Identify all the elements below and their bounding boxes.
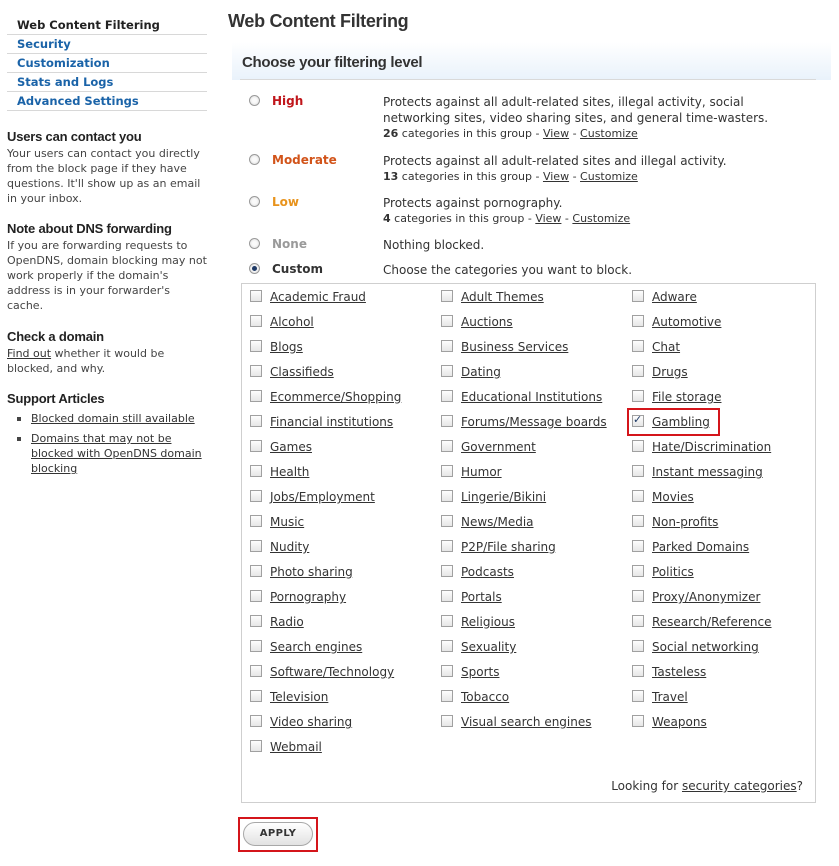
- level-name[interactable]: None: [272, 237, 307, 251]
- category-label[interactable]: Podcasts: [461, 565, 514, 579]
- checkbox-movies[interactable]: [632, 490, 644, 502]
- level-description: [383, 262, 803, 278]
- category-label[interactable]: Portals: [461, 590, 502, 604]
- level-name[interactable]: Low: [272, 195, 299, 209]
- level-description: [383, 195, 803, 227]
- category-label[interactable]: Tobacco: [461, 690, 510, 704]
- list-item: [7, 411, 207, 426]
- view-link[interactable]: View: [542, 127, 570, 140]
- checkbox-automotive[interactable]: [632, 315, 644, 327]
- level-name[interactable]: Moderate: [272, 153, 337, 167]
- checkbox-visual-search-engines[interactable]: [441, 715, 453, 727]
- customize-link[interactable]: Customize: [580, 170, 638, 183]
- dns-text: If you are forwarding requests to OpenDNS, domain blocking may not work properly if the domain's address is in your forwarder's cache.: [7, 239, 207, 312]
- category-label[interactable]: File storage: [652, 390, 722, 404]
- category-label[interactable]: Games: [270, 440, 312, 454]
- radio-low[interactable]: [249, 196, 260, 207]
- category-label[interactable]: Classifieds: [270, 365, 334, 379]
- level-description: [383, 153, 803, 185]
- meta-separator: -: [561, 212, 573, 225]
- category-label[interactable]: Jobs/Employment: [270, 490, 375, 504]
- looking-suffix: ?: [796, 779, 803, 793]
- category-label[interactable]: Non-profits: [652, 515, 719, 529]
- checkbox-classifieds[interactable]: [250, 365, 262, 377]
- looking-prefix: Looking for: [611, 779, 682, 793]
- checkbox-educational-institutions[interactable]: [441, 390, 453, 402]
- security-categories-hint: [611, 779, 803, 793]
- checkbox-blogs[interactable]: [250, 340, 262, 352]
- meta-text: categories in this group -: [398, 170, 543, 183]
- contact-text: Your users can contact you directly from the block page if they have questions. It'll show up as an email in your inbox.: [7, 147, 201, 205]
- checkbox-sexuality[interactable]: [441, 640, 453, 652]
- checkbox-music[interactable]: [250, 515, 262, 527]
- gambling-highlight: [627, 408, 720, 436]
- radio-custom[interactable]: [249, 263, 260, 274]
- support-link-domains-not-blocked[interactable]: Domains that may not be blocked with OpenDNS domain blocking: [31, 432, 202, 475]
- meta-text: categories in this group -: [398, 127, 543, 140]
- support-heading: Support Articles: [7, 391, 105, 406]
- category-count: 26: [383, 127, 399, 140]
- category-label[interactable]: P2P/File sharing: [461, 540, 556, 554]
- checkbox-pornography[interactable]: [250, 590, 262, 602]
- category-label[interactable]: Webmail: [270, 740, 322, 754]
- checkbox-academic-fraud[interactable]: [250, 290, 262, 302]
- checkbox-drugs[interactable]: [632, 365, 644, 377]
- category-label[interactable]: Politics: [652, 565, 694, 579]
- panel-title: Choose your filtering level: [242, 54, 423, 71]
- customize-link[interactable]: Customize: [580, 127, 638, 140]
- category-label[interactable]: Hate/Discrimination: [652, 440, 772, 454]
- category-label[interactable]: Alcohol: [270, 315, 314, 329]
- category-label[interactable]: Pornography: [270, 590, 347, 604]
- checkbox-photo-sharing[interactable]: [250, 565, 262, 577]
- category-label[interactable]: Travel: [652, 690, 688, 704]
- level-description-text: Protects against pornography.: [383, 196, 563, 210]
- category-label[interactable]: Radio: [270, 615, 304, 629]
- category-label[interactable]: Sports: [461, 665, 500, 679]
- checkbox-video-sharing[interactable]: [250, 715, 262, 727]
- checkbox-radio[interactable]: [250, 615, 262, 627]
- checkbox-instant-messaging[interactable]: [632, 465, 644, 477]
- sidebar-nav: [7, 16, 207, 111]
- category-label[interactable]: Gambling: [652, 415, 710, 429]
- category-box: [241, 283, 816, 803]
- meta-separator: -: [569, 127, 581, 140]
- checkbox-politics[interactable]: [632, 565, 644, 577]
- sidebar-item-web-content-filtering[interactable]: Web Content Filtering: [7, 16, 207, 35]
- category-label[interactable]: Proxy/Anonymizer: [652, 590, 761, 604]
- check-heading: Check a domain: [7, 329, 104, 344]
- category-label[interactable]: Photo sharing: [270, 565, 353, 579]
- radio-moderate[interactable]: [249, 154, 260, 165]
- meta-text: categories in this group -: [390, 212, 536, 225]
- checkbox-adult-themes[interactable]: [441, 290, 453, 302]
- category-label[interactable]: Search engines: [270, 640, 363, 654]
- level-description: [383, 94, 803, 142]
- category-label[interactable]: Academic Fraud: [270, 290, 366, 304]
- checkbox-dating[interactable]: [441, 365, 453, 377]
- category-label[interactable]: Movies: [652, 490, 694, 504]
- checkbox-humor[interactable]: [441, 465, 453, 477]
- category-label[interactable]: Television: [270, 690, 329, 704]
- category-label[interactable]: Business Services: [461, 340, 569, 354]
- checkbox-software-technology[interactable]: [250, 665, 262, 677]
- checkbox-tobacco[interactable]: [441, 690, 453, 702]
- category-label[interactable]: Health: [270, 465, 310, 479]
- category-label[interactable]: Social networking: [652, 640, 759, 654]
- checkbox-chat[interactable]: [632, 340, 644, 352]
- checkbox-adware[interactable]: [632, 290, 644, 302]
- contact-heading: Users can contact you: [7, 129, 142, 144]
- category-label[interactable]: Dating: [461, 365, 501, 379]
- level-name[interactable]: High: [272, 94, 304, 108]
- check-section: [7, 329, 207, 376]
- level-meta: [383, 211, 803, 227]
- checkbox-hate-discrimination[interactable]: [632, 440, 644, 452]
- category-label[interactable]: Research/Reference: [652, 615, 772, 629]
- view-link[interactable]: View: [535, 212, 562, 225]
- category-label[interactable]: Ecommerce/Shopping: [270, 390, 402, 404]
- checkbox-government[interactable]: [441, 440, 453, 452]
- security-categories-link[interactable]: security categories: [681, 779, 797, 793]
- category-label[interactable]: Religious: [461, 615, 515, 629]
- checkbox-non-profits[interactable]: [632, 515, 644, 527]
- checkbox-alcohol[interactable]: [250, 315, 262, 327]
- apply-button[interactable]: APPLY: [243, 822, 313, 846]
- category-label[interactable]: Weapons: [652, 715, 707, 729]
- level-description-text: Choose the categories you want to block.: [383, 263, 633, 277]
- category-label[interactable]: Adware: [652, 290, 697, 304]
- checkbox-health[interactable]: [250, 465, 262, 477]
- checkbox-news-media[interactable]: [441, 515, 453, 527]
- support-section: [7, 391, 207, 476]
- customize-link[interactable]: Customize: [572, 212, 631, 225]
- category-label[interactable]: Financial institutions: [270, 415, 394, 429]
- sidebar-item-stats-and-logs[interactable]: Stats and Logs: [7, 73, 207, 92]
- category-label[interactable]: Educational Institutions: [461, 390, 603, 404]
- page-title: Web Content Filtering: [228, 11, 409, 31]
- checkbox-file-storage[interactable]: [632, 390, 644, 402]
- level-meta: [383, 169, 803, 185]
- category-count: 4: [383, 212, 391, 225]
- level-meta: [383, 126, 803, 142]
- category-label[interactable]: Video sharing: [270, 715, 353, 729]
- category-label[interactable]: Software/Technology: [270, 665, 395, 679]
- meta-separator: -: [569, 170, 581, 183]
- checkbox-auctions[interactable]: [441, 315, 453, 327]
- checkbox-travel[interactable]: [632, 690, 644, 702]
- category-label[interactable]: News/Media: [461, 515, 534, 529]
- sidebar-item-customization[interactable]: Customization: [7, 54, 207, 73]
- checkbox-forums-message-boards[interactable]: [441, 415, 453, 427]
- category-label[interactable]: Instant messaging: [652, 465, 763, 479]
- category-label[interactable]: Parked Domains: [652, 540, 750, 554]
- checkbox-proxy-anonymizer[interactable]: [632, 590, 644, 602]
- level-description: [383, 237, 803, 253]
- checkbox-financial-institutions[interactable]: [250, 415, 262, 427]
- checkbox-portals[interactable]: [441, 590, 453, 602]
- checkbox-parked-domains[interactable]: [632, 540, 644, 552]
- check-text: [7, 346, 207, 376]
- sidebar-item-advanced-settings[interactable]: Advanced Settings: [7, 92, 207, 111]
- category-label[interactable]: Drugs: [652, 365, 688, 379]
- checkbox-games[interactable]: [250, 440, 262, 452]
- radio-none[interactable]: [249, 238, 260, 249]
- find-out-link[interactable]: Find out: [7, 347, 52, 360]
- category-label[interactable]: Automotive: [652, 315, 722, 329]
- checkbox-research-reference[interactable]: [632, 615, 644, 627]
- category-label[interactable]: Adult Themes: [461, 290, 544, 304]
- category-label[interactable]: Lingerie/Bikini: [461, 490, 547, 504]
- checkbox-webmail[interactable]: [250, 740, 262, 752]
- check-text-rest: whether it would be blocked, and why.: [7, 347, 165, 375]
- checkbox-sports[interactable]: [441, 665, 453, 677]
- view-link[interactable]: View: [542, 170, 570, 183]
- checkbox-podcasts[interactable]: [441, 565, 453, 577]
- category-label[interactable]: Forums/Message boards: [461, 415, 607, 429]
- level-description-text: Nothing blocked.: [383, 238, 485, 252]
- checkbox-religious[interactable]: [441, 615, 453, 627]
- checkbox-p2p-file-sharing[interactable]: [441, 540, 453, 552]
- checkbox-nudity[interactable]: [250, 540, 262, 552]
- category-label[interactable]: Visual search engines: [461, 715, 592, 729]
- checkbox-social-networking[interactable]: [632, 640, 644, 652]
- category-label[interactable]: Auctions: [461, 315, 513, 329]
- checkbox-tasteless[interactable]: [632, 665, 644, 677]
- radio-high[interactable]: [249, 95, 260, 106]
- level-description-text: Protects against all adult-related sites and illegal activity.: [383, 154, 727, 168]
- support-list: [7, 411, 207, 476]
- list-item: [7, 431, 207, 476]
- category-label[interactable]: Chat: [652, 340, 681, 354]
- support-link-blocked-domain[interactable]: Blocked domain still available: [31, 412, 195, 425]
- checkbox-lingerie-bikini[interactable]: [441, 490, 453, 502]
- category-label[interactable]: Humor: [461, 465, 502, 479]
- checkbox-jobs-employment[interactable]: [250, 490, 262, 502]
- level-description-text: Protects against all adult-related sites, illegal activity, social networking sites, video sharing sites, and general time-wasters.: [383, 95, 769, 125]
- divider: [240, 79, 816, 80]
- sidebar: [7, 16, 207, 481]
- category-count: 13: [383, 170, 399, 183]
- category-label[interactable]: Music: [270, 515, 305, 529]
- sidebar-item-security[interactable]: Security: [7, 35, 207, 54]
- checkbox-search-engines[interactable]: [250, 640, 262, 652]
- category-label[interactable]: Nudity: [270, 540, 310, 554]
- checkbox-television[interactable]: [250, 690, 262, 702]
- category-label[interactable]: Government: [461, 440, 536, 454]
- contact-section: [7, 129, 207, 206]
- checkbox-weapons[interactable]: [632, 715, 644, 727]
- dns-heading: Note about DNS forwarding: [7, 221, 172, 236]
- dns-section: [7, 221, 207, 313]
- level-name[interactable]: Custom: [272, 262, 323, 276]
- checkbox-business-services[interactable]: [441, 340, 453, 352]
- category-label[interactable]: Tasteless: [652, 665, 707, 679]
- checkbox-ecommerce-shopping[interactable]: [250, 390, 262, 402]
- category-label[interactable]: Sexuality: [461, 640, 517, 654]
- category-label[interactable]: Blogs: [270, 340, 303, 354]
